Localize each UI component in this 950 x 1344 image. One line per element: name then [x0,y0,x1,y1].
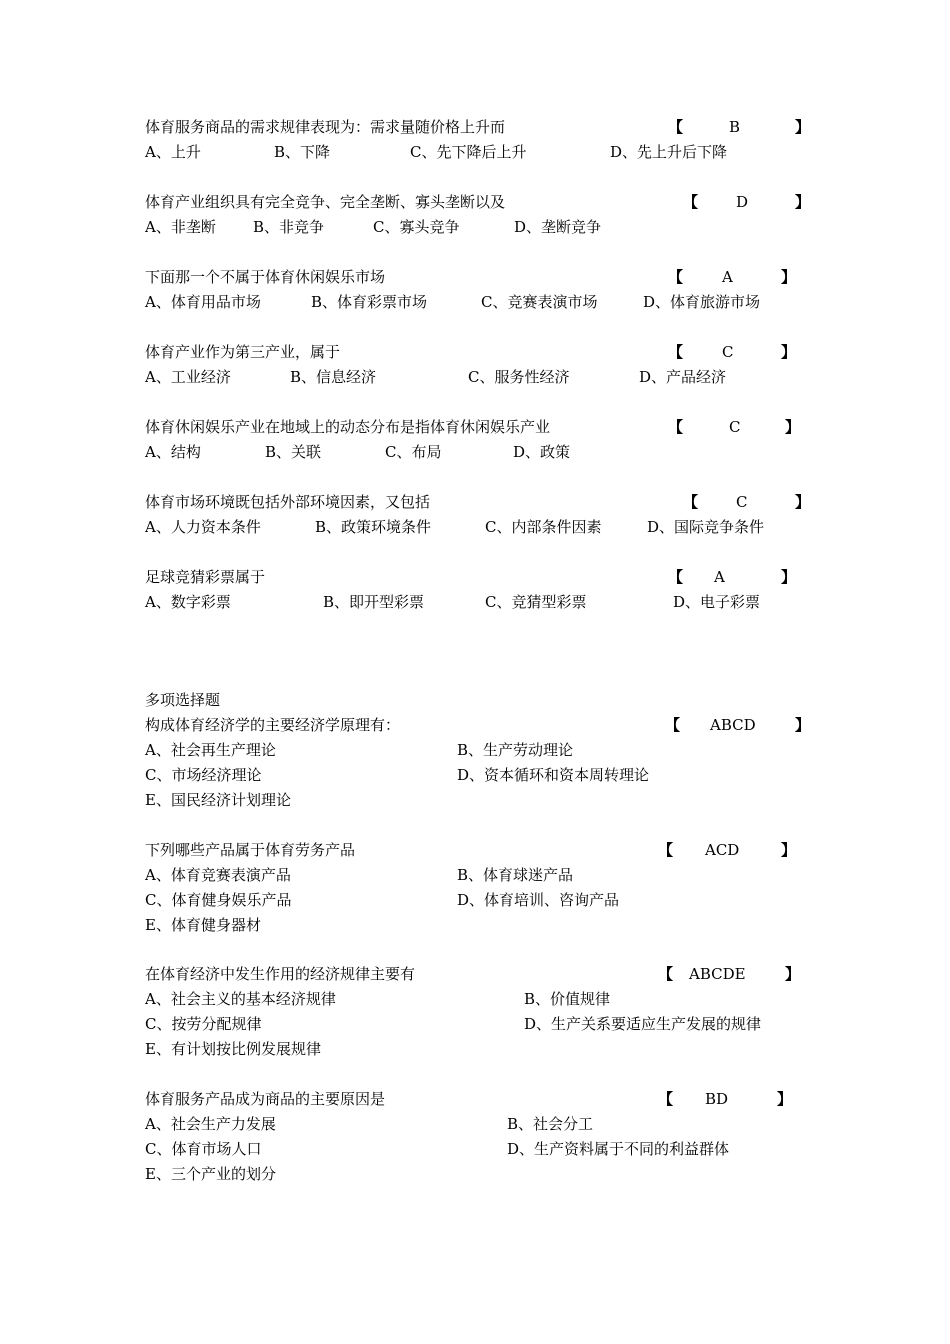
option-c: C、服务性经济 [468,368,570,386]
answer-bracket-close: 】 [781,343,797,361]
single-question-5 [145,415,825,465]
option-a: A、结构 [145,443,201,461]
question-stem: 体育服务产品成为商品的主要原因是 [145,1090,386,1108]
option-b: B、信息经济 [290,368,377,386]
answer-text: C [736,493,748,511]
answer-bracket-open: 【 [668,418,684,436]
option-b: B、价值规律 [524,990,611,1008]
option-b: B、政策环境条件 [315,518,432,536]
question-stem: 体育服务商品的需求规律表现为：需求量随价格上升而 [145,118,506,136]
answer-bracket-open: 【 [683,493,699,511]
option-c: C、先下降后上升 [410,143,527,161]
answer-bracket-close: 】 [777,1090,793,1108]
single-question-4 [145,340,825,390]
option-c: C、按劳分配规律 [145,1015,262,1033]
option-a: A、工业经济 [145,368,231,386]
question-stem: 体育市场环境既包括外部环境因素，又包括 [145,493,431,511]
option-b: B、关联 [265,443,322,461]
option-a: A、体育用品市场 [145,293,261,311]
option-b: B、非竞争 [253,218,325,236]
option-c: C、竞猜型彩票 [485,593,587,611]
option-b: B、社会分工 [507,1115,594,1133]
option-e: E、体育健身器材 [145,916,261,934]
option-c: C、竞赛表演市场 [481,293,598,311]
answer-text: C [722,343,734,361]
option-d: D、产品经济 [639,368,727,386]
answer-bracket-close: 】 [785,965,801,983]
answer-bracket-close: 】 [795,118,811,136]
answer-bracket-close: 】 [781,268,797,286]
question-stem: 下面那一个不属于体育休闲娱乐市场 [145,268,386,286]
question-stem: 体育产业作为第三产业，属于 [145,343,341,361]
question-stem: 体育休闲娱乐产业在地域上的动态分布是指体育休闲娱乐产业 [145,418,551,436]
option-d: D、体育培训、咨询产品 [457,891,620,909]
option-a: A、社会主义的基本经济规律 [145,990,336,1008]
answer-text: ACD [705,841,740,859]
multi-question-2 [145,838,825,938]
answer-text: C [729,418,741,436]
option-d: D、体育旅游市场 [643,293,761,311]
question-stem: 构成体育经济学的主要经济学原理有： [145,716,401,734]
option-a: A、数字彩票 [145,593,231,611]
answer-text: A [714,568,725,586]
answer-bracket-open: 【 [668,568,684,586]
option-a: A、社会再生产理论 [145,741,276,759]
option-a: A、人力资本条件 [145,518,261,536]
single-question-3 [145,265,825,315]
answer-bracket-open: 【 [658,1090,674,1108]
answer-text: BD [705,1090,729,1108]
answer-bracket-open: 【 [665,716,681,734]
answer-bracket-close: 】 [785,418,801,436]
single-question-7 [145,565,825,615]
answer-bracket-open: 【 [668,118,684,136]
option-c: C、体育健身娱乐产品 [145,891,292,909]
option-e: E、有计划按比例发展规律 [145,1040,321,1058]
question-stem: 下列哪些产品属于体育劳务产品 [145,841,356,859]
option-b: B、下降 [274,143,331,161]
option-c: C、寡头竞争 [373,218,460,236]
option-c: C、内部条件因素 [485,518,602,536]
option-c: C、体育市场人口 [145,1140,262,1158]
option-d: D、电子彩票 [673,593,761,611]
multi-question-1 [145,713,825,813]
answer-bracket-close: 】 [795,716,811,734]
answer-bracket-open: 【 [683,193,699,211]
answer-bracket-open: 【 [668,343,684,361]
option-b: B、即开型彩票 [323,593,425,611]
multi-question-4 [145,1087,825,1187]
multi-question-3 [145,962,825,1062]
answer-bracket-open: 【 [658,965,674,983]
option-a: A、上升 [145,143,201,161]
option-d: D、政策 [513,443,571,461]
option-e: E、三个产业的划分 [145,1165,276,1183]
answer-bracket-close: 】 [781,841,797,859]
option-e: E、国民经济计划理论 [145,791,291,809]
answer-bracket-close: 】 [795,193,811,211]
option-a: A、体育竞赛表演产品 [145,866,291,884]
section-title-multiple-choice: 多项选择题 [145,691,221,709]
option-b: B、生产劳动理论 [457,741,574,759]
option-d: D、先上升后下降 [610,143,728,161]
answer-bracket-close: 】 [795,493,811,511]
option-b: B、体育彩票市场 [311,293,428,311]
single-question-2 [145,190,825,240]
single-question-1 [145,115,825,165]
option-a: A、社会生产力发展 [145,1115,276,1133]
answer-text: B [729,118,741,136]
option-a: A、非垄断 [145,218,216,236]
answer-bracket-close: 】 [781,568,797,586]
answer-text: ABCD [710,716,756,734]
answer-bracket-open: 【 [668,268,684,286]
option-d: D、垄断竞争 [514,218,602,236]
option-b: B、体育球迷产品 [457,866,574,884]
question-stem: 足球竞猜彩票属于 [145,568,266,586]
answer-text: ABCDE [689,965,746,983]
answer-text: A [722,268,733,286]
option-d: D、资本循环和资本周转理论 [457,766,650,784]
answer-bracket-open: 【 [658,841,674,859]
single-question-6 [145,490,825,540]
option-d: D、国际竞争条件 [647,518,765,536]
option-c: C、布局 [385,443,442,461]
option-d: D、生产资料属于不同的利益群体 [507,1140,730,1158]
option-d: D、生产关系要适应生产发展的规律 [524,1015,762,1033]
question-stem: 在体育经济中发生作用的经济规律主要有 [145,965,416,983]
answer-text: D [736,193,749,211]
option-c: C、市场经济理论 [145,766,262,784]
question-stem: 体育产业组织具有完全竞争、完全垄断、寡头垄断以及 [145,193,506,211]
